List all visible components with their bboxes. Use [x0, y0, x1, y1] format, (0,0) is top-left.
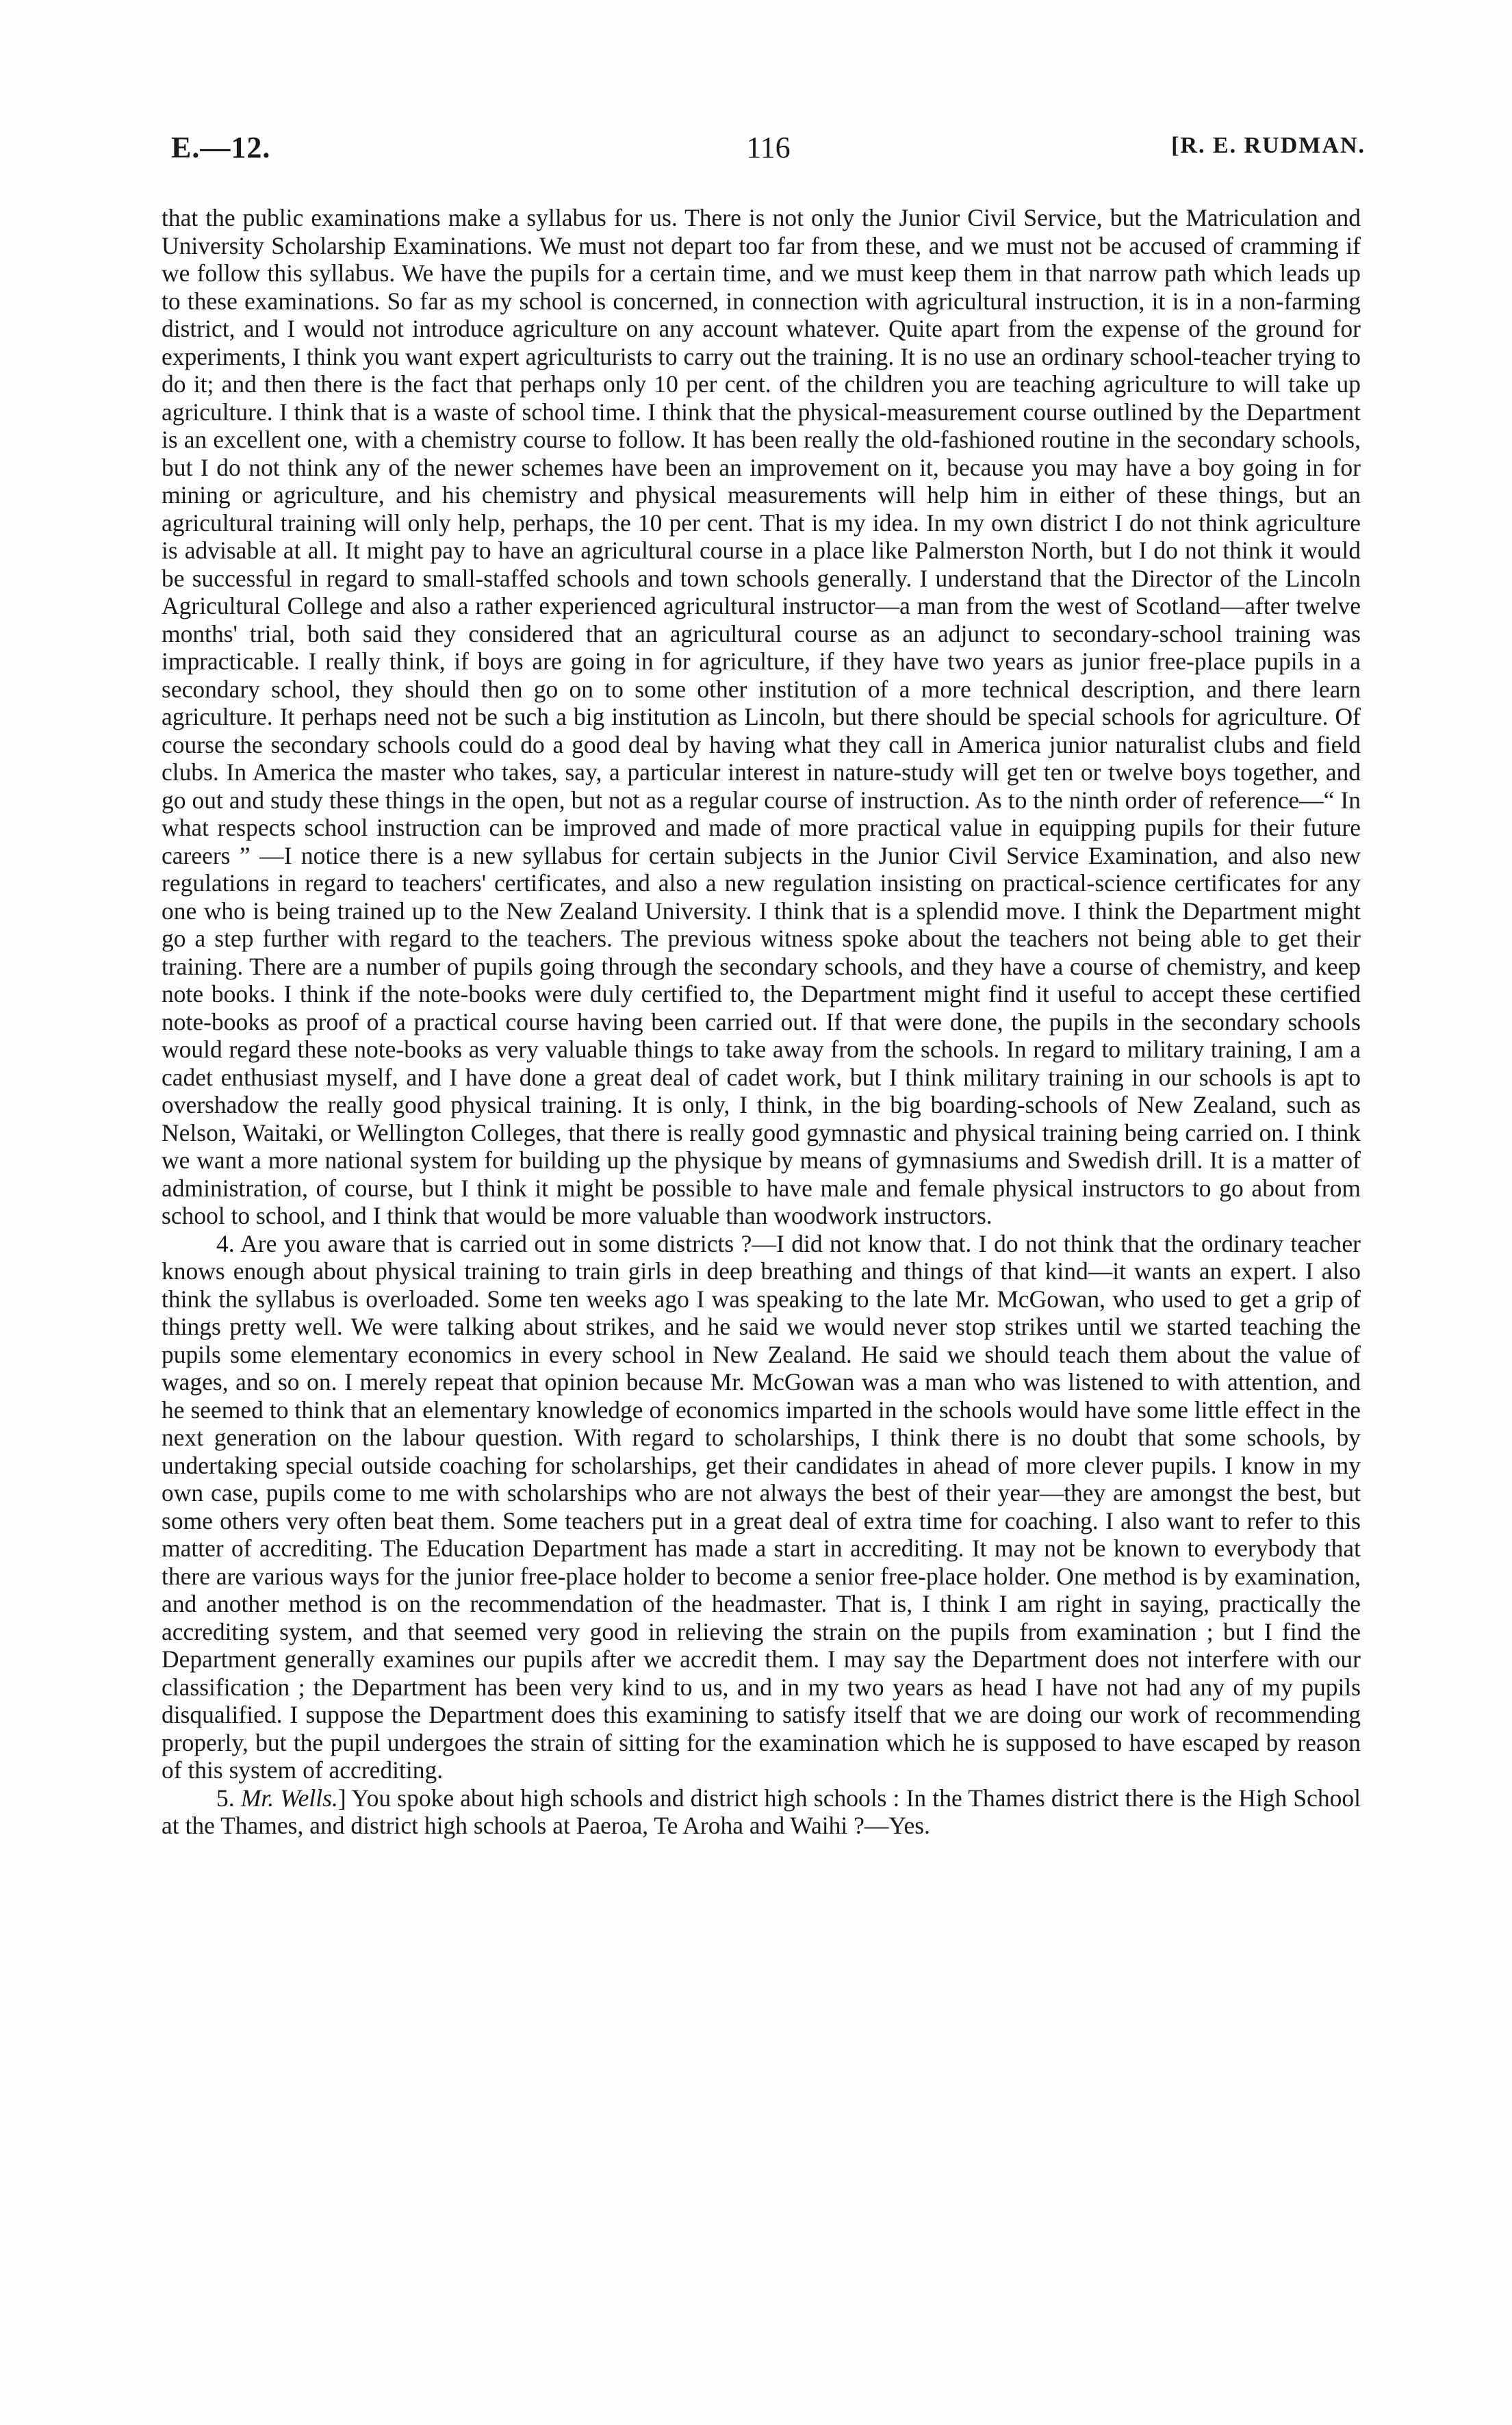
- paragraph-question-4: 4. Are you aware that is carried out in some districts ?—I did not know that. I do not think that the ordinary teacher knows enough about physical training to train girls in deep breathing and things of that kind—it wants an expert. I also think the syllabus is overloaded. Some ten weeks ago I was speaking to the late Mr. McGowan, who used to get a grip of things pretty well. We were talking about strikes, and he said we would never stop strikes until we started teaching the pupils some elementary economics in every school in New Zealand. He said we should teach them about the value of wages, and so on. I merely repeat that opinion because Mr. McGowan was a man who was listened to with attention, and he seemed to think that an elementary knowledge of economics imparted in the schools would have some little effect in the next generation on the labour question. With regard to scholarships, I think there is no doubt that some schools, by undertaking special outside coaching for scholarships, get their candidates in ahead of more clever pupils. I know in my own case, pupils come to me with scholarships who are not always the best of their year—they are amongst the best, but some others very often beat them. Some teachers put in a great deal of extra time for coaching. I also want to refer to this matter of accrediting. The Education Department has made a start in accrediting. It may not be known to everybody that there are various ways for the junior free-place holder to become a senior free-place holder. One method is by examination, and another method is on the recommendation of the headmaster. That is, I think I am right in saying, practically the accrediting system, and that seemed very good in relieving the strain on the pupils from examination ; but I find the Department generally examines our pupils after we accredit them. I may say the Department does not interfere with our classification ; the Department has been very kind to us, and in my two years as head I have not had any of my pupils disqualified. I suppose the Department does this examining to satisfy itself that we are doing our work of recommending properly, but the pupil undergoes the strain of sitting for the examination which he is supposed to have escaped by reason of this system of accrediting.: [162, 1229, 1361, 1784]
- witness-name: [R. E. RUDMAN.: [1171, 133, 1366, 158]
- question-number: 5.: [216, 1784, 235, 1812]
- page-number: 116: [746, 131, 791, 164]
- question-text: ] You spoke about high schools and district high schools : In the Thames district there is the High School at the Thames, and district high schools at Paeroa, Te Aroha and Waihi ?—Yes.: [162, 1784, 1361, 1839]
- paragraph-question-5: [162, 1784, 1361, 1840]
- page-header: [171, 130, 1366, 171]
- body-text: [162, 204, 1361, 1840]
- speaker-name: Mr. Wells.: [240, 1784, 338, 1812]
- paragraph-continuation: that the public examinations make a syllabus for us. There is not only the Junior Civil Service, but the Matriculation and University Scholarship Examinations. We must not depart too far from these, and we must not be accused of cramming if we follow this syllabus. We have the pupils for a certain time, and we must keep them in that narrow path which leads up to these examinations. So far as my school is concerned, in connection with agricultural instruction, it is in a non-farming district, and I would not introduce agriculture on any account whatever. Quite apart from the expense of the ground for experiments, I think you want expert agriculturists to carry out the training. It is no use an ordinary school-teacher trying to do it; and then there is the fact that perhaps only 10 per cent. of the children you are teaching agriculture to will take up agriculture. I think that is a waste of school time. I think that the physical-measurement course outlined by the Department is an excellent one, with a chemistry course to follow. It has been really the old-fashioned routine in the secondary schools, but I do not think any of the newer schemes have been an improvement on it, because you may have a boy going in for mining or agriculture, and his chemistry and physical measurements will help him in either of these things, but an agricultural training will only help, perhaps, the 10 per cent. That is my idea. In my own district I do not think agriculture is advisable at all. It might pay to have an agricultural course in a place like Palmerston North, but I do not think it would be successful in regard to small-staffed schools and town schools generally. I understand that the Director of the Lincoln Agricultural College and also a rather experienced agricultural instructor—a man from the west of Scotland—after twelve months' trial, both said they considered that an agricultural course as an adjunct to secondary-school training was impracticable. I really think, if boys are going in for agriculture, if they have two years as junior free-place pupils in a secondary school, they should then go on to some other institution of a more technical description, and there learn agriculture. It perhaps need not be such a big institution as Lincoln, but there should be special schools for agriculture. Of course the secondary schools could do a good deal by having what they call in America junior naturalist clubs and field clubs. In America the master who takes, say, a particular interest in nature-study will get ten or twelve boys together, and go out and study these things in the open, but not as a regular course of instruction. As to the ninth order of reference—“ In what respects school instruction can be improved and made of more practical value in equipping pupils for their future careers ” —I notice there is a new syllabus for certain subjects in the Junior Civil Service Examination, and also new regulations in regard to teachers' certificates, and also a new regulation insisting on practical-science certificates for any one who is being trained up to the New Zealand University. I think that is a splendid move. I think the Department might go a step further with regard to the teachers. The previous witness spoke about the teachers not being able to get their training. There are a number of pupils going through the secondary schools, and they have a course of chemistry, and keep note books. I think if the note-books were duly certified to, the Department might find it useful to accept these certified note-books as proof of a practical course having been carried out. If that were done, the pupils in the secondary schools would regard these note-books as very valuable things to take away from the schools. In regard to military training, I am a cadet enthusiast myself, and I have done a great deal of cadet work, but I think military training in our schools is apt to overshadow the really good physical training. It is only, I think, in the big boarding-schools of New Zealand, such as Nelson, Waitaki, or Wellington Colleges, that there is really good gymnastic and physical training being carried on. I think we want a more national system for building up the physique by means of gymnasiums and Swedish drill. It is a matter of administration, of course, but I think it might be possible to have male and female physical instructors to go about from school to school, and I think that would be more valuable than woodwork instructors.: [162, 204, 1361, 1229]
- document-reference: E.—12.: [171, 131, 271, 164]
